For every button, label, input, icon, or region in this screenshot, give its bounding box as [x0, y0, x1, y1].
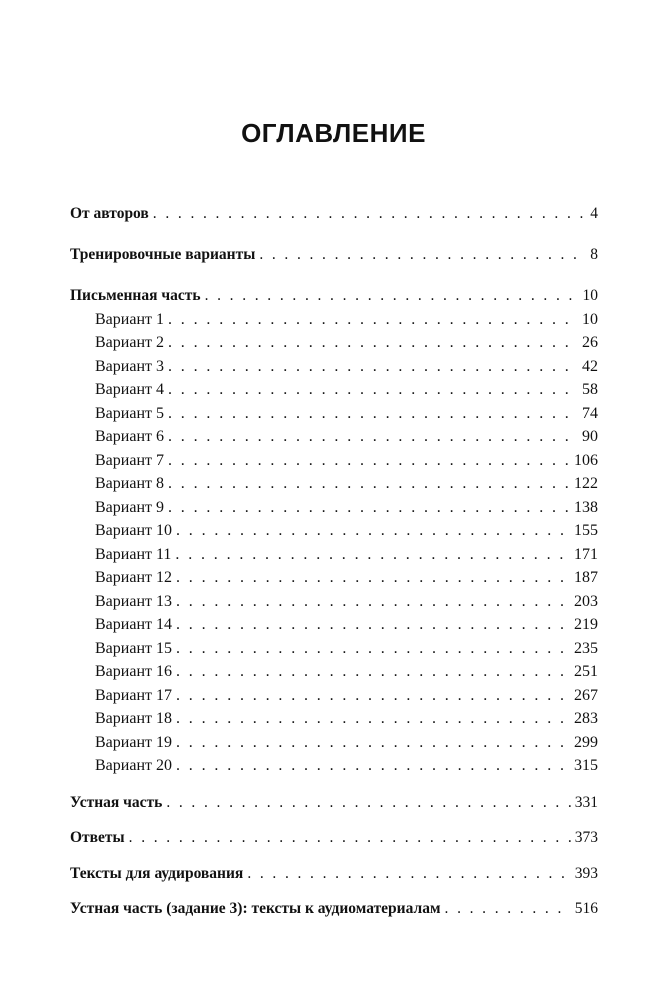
toc-entry-page-number: 58 [582, 381, 598, 398]
toc-entry-label: Вариант 19 [95, 734, 172, 751]
toc-entry-label: Вариант 11 [95, 546, 172, 563]
page-title: ОГЛАВЛЕНИЕ [241, 118, 426, 148]
dot-leader [168, 404, 578, 424]
toc-entry-label: Письменная часть [70, 287, 201, 304]
toc-variant-entry[interactable] [95, 474, 598, 494]
dot-leader [168, 357, 578, 377]
toc-entry-label: Вариант 20 [95, 757, 172, 774]
toc-variant-entry[interactable] [95, 709, 598, 729]
dot-leader [175, 545, 570, 565]
toc-entry-label: Вариант 12 [95, 569, 172, 586]
toc-entry-page-number: 267 [574, 687, 598, 704]
toc-entry-page-number: 138 [574, 499, 598, 516]
toc-entry-label: Вариант 9 [95, 499, 164, 516]
toc-section-entry[interactable] [70, 793, 598, 813]
dot-leader [176, 733, 570, 753]
toc-entry-label: Устная часть (задание 3): тексты к аудиоматериалам [70, 900, 441, 917]
toc-variant-entry[interactable] [95, 427, 598, 447]
toc-entry-label: Вариант 16 [95, 663, 172, 680]
toc-variant-entry[interactable] [95, 521, 598, 541]
toc-entry-label: Вариант 1 [95, 311, 164, 328]
toc-entry-page-number: 8 [590, 246, 598, 263]
toc-entry-label: Тренировочные варианты [70, 246, 256, 263]
toc-variant-entry[interactable] [95, 545, 598, 565]
toc-variant-entry[interactable] [95, 380, 598, 400]
toc-entry-page-number: 171 [574, 546, 598, 563]
toc-variant-entry[interactable] [95, 451, 598, 471]
toc-section-entry[interactable] [70, 245, 598, 265]
dot-leader [176, 709, 570, 729]
toc-section-entry[interactable] [70, 899, 598, 919]
toc-entry-page-number: 74 [582, 405, 598, 422]
toc-entry-page-number: 203 [574, 593, 598, 610]
toc-entry-page-number: 219 [574, 616, 598, 633]
toc-entry-page-number: 331 [574, 794, 598, 811]
dot-leader [176, 662, 570, 682]
toc-entry-page-number: 90 [582, 428, 598, 445]
dot-leader [445, 899, 571, 919]
toc-entry-page-number: 122 [574, 475, 598, 492]
toc-entry-label: От авторов [70, 205, 149, 222]
toc-entry-page-number: 235 [574, 640, 598, 657]
dot-leader [176, 592, 570, 612]
dot-leader [176, 568, 570, 588]
toc-entry-page-number: 315 [574, 757, 598, 774]
toc-entry-page-number: 251 [574, 663, 598, 680]
toc-variant-entry[interactable] [95, 639, 598, 659]
dot-leader [247, 864, 570, 884]
toc-variant-entry[interactable] [95, 733, 598, 753]
toc-entry-label: Устная часть [70, 794, 163, 811]
toc-entry-label: Вариант 15 [95, 640, 172, 657]
dot-leader [168, 333, 578, 353]
dot-leader [168, 498, 570, 518]
toc-section-entry[interactable] [70, 828, 598, 848]
toc-entry-label: Ответы [70, 829, 125, 846]
toc-variant-entry[interactable] [95, 662, 598, 682]
dot-leader [168, 380, 578, 400]
dot-leader [176, 756, 570, 776]
toc-entry-page-number: 10 [582, 311, 598, 328]
toc-entry-label: Вариант 5 [95, 405, 164, 422]
toc-section-entry[interactable] [70, 864, 598, 884]
toc-entry-page-number: 299 [574, 734, 598, 751]
toc-entry-label: Вариант 3 [95, 358, 164, 375]
toc-entry-label: Вариант 2 [95, 334, 164, 351]
toc-variant-entry[interactable] [95, 310, 598, 330]
toc-entry-page-number: 106 [574, 452, 598, 469]
toc-entry-label: Вариант 7 [95, 452, 164, 469]
toc-section-entry[interactable] [70, 204, 598, 224]
toc-variant-entry[interactable] [95, 568, 598, 588]
toc-variant-entry[interactable] [95, 357, 598, 377]
toc-variant-entry[interactable] [95, 615, 598, 635]
dot-leader [205, 286, 579, 306]
toc-entry-label: Тексты для аудирования [70, 865, 244, 882]
toc-variant-entry[interactable] [95, 498, 598, 518]
dot-leader [176, 686, 570, 706]
toc-entry-label: Вариант 14 [95, 616, 172, 633]
toc-entry-label: Вариант 13 [95, 593, 172, 610]
toc-entry-page-number: 4 [590, 205, 598, 222]
toc-entry-label: Вариант 17 [95, 687, 172, 704]
toc-entry-page-number: 283 [574, 710, 598, 727]
toc-variant-entry[interactable] [95, 404, 598, 424]
dot-leader [168, 427, 578, 447]
toc-entry-page-number: 26 [582, 334, 598, 351]
toc-entry-label: Вариант 6 [95, 428, 164, 445]
toc-entry-label: Вариант 4 [95, 381, 164, 398]
toc-entry-label: Вариант 8 [95, 475, 164, 492]
toc-entry-page-number: 155 [574, 522, 598, 539]
toc-entry-page-number: 393 [574, 865, 598, 882]
toc-entry-page-number: 516 [574, 900, 598, 917]
dot-leader [176, 639, 570, 659]
toc-variant-entry[interactable] [95, 333, 598, 353]
toc-variant-entry[interactable] [95, 756, 598, 776]
toc-section-entry[interactable] [70, 286, 598, 306]
dot-leader [168, 451, 570, 471]
dot-leader [168, 310, 578, 330]
dot-leader [259, 245, 586, 265]
toc-entry-page-number: 42 [582, 358, 598, 375]
toc-variant-entry[interactable] [95, 686, 598, 706]
toc-entry-page-number: 10 [582, 287, 598, 304]
dot-leader [168, 474, 570, 494]
toc-entry-label: Вариант 10 [95, 522, 172, 539]
toc-entry-label: Вариант 18 [95, 710, 172, 727]
dot-leader [176, 521, 570, 541]
dot-leader [166, 793, 570, 813]
toc-variant-entry[interactable] [95, 592, 598, 612]
dot-leader [153, 204, 586, 224]
toc-entry-page-number: 187 [574, 569, 598, 586]
dot-leader [129, 828, 571, 848]
toc-entry-page-number: 373 [574, 829, 598, 846]
dot-leader [176, 615, 570, 635]
